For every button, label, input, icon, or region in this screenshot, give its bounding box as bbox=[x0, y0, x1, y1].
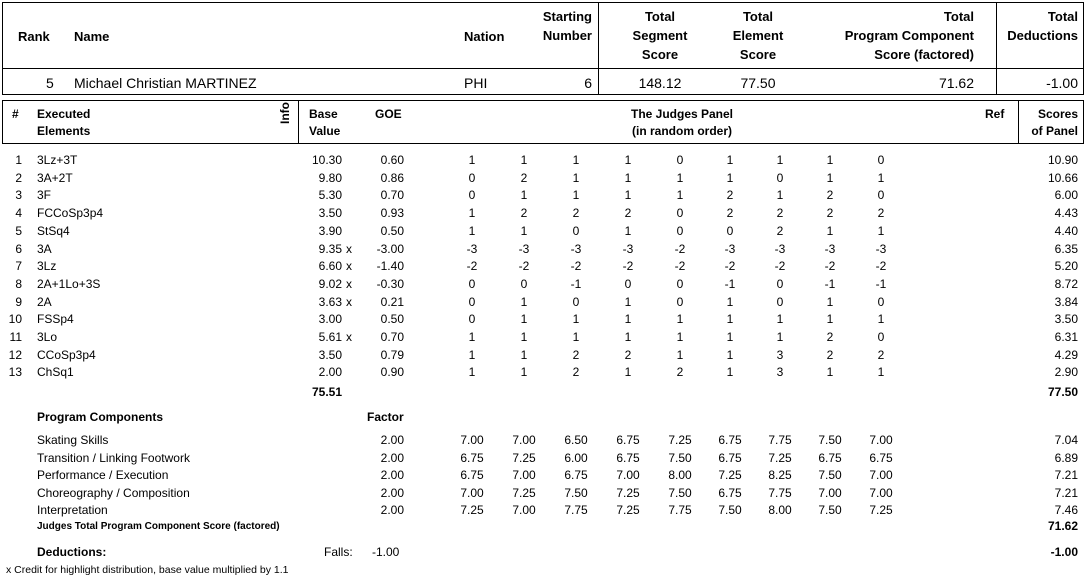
judge-score: 1 bbox=[776, 330, 784, 344]
judge-score: 1 bbox=[776, 153, 784, 167]
judge-score: -1 bbox=[824, 276, 836, 291]
judge-score: 2 bbox=[826, 347, 834, 362]
element-base-value: 9.02 bbox=[318, 276, 342, 291]
judge-score: -2 bbox=[466, 259, 478, 274]
element-base-value: 9.80 bbox=[318, 170, 342, 185]
goe-header: GOE bbox=[375, 107, 402, 121]
component-judge-score: 8.25 bbox=[768, 468, 792, 482]
element-goe: 0.50 bbox=[380, 223, 404, 238]
judge-score: 0 bbox=[468, 188, 476, 203]
judge-score: 1 bbox=[624, 188, 632, 203]
element-number: 4 bbox=[15, 206, 22, 221]
judge-score: 1 bbox=[624, 294, 632, 309]
header-vline-2 bbox=[996, 2, 997, 95]
header-divider bbox=[2, 68, 1084, 69]
judge-score: 0 bbox=[776, 170, 784, 185]
judge-score: 2 bbox=[826, 188, 834, 203]
judge-score: 2 bbox=[572, 206, 580, 221]
judge-score: -3 bbox=[774, 241, 786, 256]
component-judge-score: 7.50 bbox=[564, 485, 588, 500]
judge-score: 0 bbox=[572, 294, 580, 309]
judge-score: 1 bbox=[826, 223, 834, 238]
judge-score: 0 bbox=[877, 330, 885, 344]
judge-score: 0 bbox=[468, 312, 476, 327]
component-judge-score: 6.75 bbox=[818, 450, 842, 465]
tes-header: Total Element Score bbox=[732, 9, 784, 62]
judge-score: 1 bbox=[726, 153, 734, 167]
component-judge-score: 6.75 bbox=[718, 433, 742, 447]
pcs-total-label: Judges Total Program Component Score (factored) bbox=[37, 521, 280, 532]
skater-pcs: 71.62 bbox=[938, 75, 974, 91]
judge-score: 1 bbox=[520, 330, 528, 344]
judge-score: 0 bbox=[468, 170, 476, 185]
element-panel-score: 10.90 bbox=[1047, 153, 1078, 167]
element-panel-score: 3.50 bbox=[1054, 312, 1078, 327]
scores-of-panel-header: Scores of Panel bbox=[1031, 107, 1078, 138]
component-name: Interpretation bbox=[37, 503, 108, 517]
element-x-flag: x bbox=[346, 259, 352, 274]
element-goe: 0.50 bbox=[380, 312, 404, 327]
element-x-flag: x bbox=[346, 330, 352, 344]
component-judge-score: 8.00 bbox=[768, 503, 792, 517]
element-goe: -1.40 bbox=[376, 259, 404, 274]
element-x-flag: x bbox=[346, 294, 352, 309]
judge-score: -2 bbox=[875, 259, 887, 274]
judge-score: -2 bbox=[824, 259, 836, 274]
component-judge-score: 7.25 bbox=[512, 450, 536, 465]
component-judge-score: 7.00 bbox=[460, 485, 484, 500]
element-number: 3 bbox=[15, 188, 22, 203]
element-panel-score: 6.00 bbox=[1054, 188, 1078, 203]
judge-score: 1 bbox=[726, 365, 734, 380]
deductions-total: -1.00 bbox=[1050, 545, 1078, 559]
judge-score: 1 bbox=[826, 365, 834, 380]
component-judge-score: 7.00 bbox=[512, 503, 536, 517]
judge-score: 1 bbox=[520, 347, 528, 362]
judge-score: 1 bbox=[520, 312, 528, 327]
judge-score: 0 bbox=[676, 223, 684, 238]
element-number: 13 bbox=[8, 365, 22, 380]
judge-score: 1 bbox=[520, 365, 528, 380]
judge-score: 2 bbox=[877, 347, 885, 362]
element-goe: 0.70 bbox=[380, 330, 404, 344]
element-number: 5 bbox=[15, 223, 22, 238]
component-judge-score: 7.25 bbox=[616, 485, 640, 500]
component-judge-score: 7.25 bbox=[869, 503, 893, 517]
component-judge-score: 6.75 bbox=[460, 450, 484, 465]
component-judge-score: 7.25 bbox=[718, 468, 742, 482]
judge-score: 1 bbox=[826, 170, 834, 185]
header-vline-1 bbox=[598, 2, 599, 95]
element-panel-score: 5.20 bbox=[1054, 259, 1078, 274]
element-number: 12 bbox=[8, 347, 22, 362]
judge-score: 1 bbox=[572, 170, 580, 185]
component-judge-score: 7.50 bbox=[818, 503, 842, 517]
judge-score: 1 bbox=[826, 312, 834, 327]
component-judge-score: 6.75 bbox=[616, 450, 640, 465]
element-number: 6 bbox=[15, 241, 22, 256]
skater-nation: PHI bbox=[464, 75, 488, 91]
judge-score: 2 bbox=[826, 206, 834, 221]
element-code: 2A bbox=[37, 294, 52, 309]
judge-score: 1 bbox=[726, 294, 734, 309]
element-panel-score: 8.72 bbox=[1054, 276, 1078, 291]
element-number: 7 bbox=[15, 259, 22, 274]
element-base-value: 9.35 bbox=[318, 241, 342, 256]
component-judge-score: 7.00 bbox=[818, 485, 842, 500]
element-number: 11 bbox=[9, 330, 22, 344]
pcs-header: Total Program Component Score (factored) bbox=[844, 9, 974, 62]
component-judge-score: 7.50 bbox=[718, 503, 742, 517]
judge-score: 1 bbox=[726, 170, 734, 185]
judge-score: 1 bbox=[624, 153, 632, 167]
judge-score: 1 bbox=[624, 365, 632, 380]
element-x-flag: x bbox=[346, 241, 352, 256]
judge-score: -2 bbox=[774, 259, 786, 274]
component-judge-score: 7.00 bbox=[869, 468, 893, 482]
judge-score: 0 bbox=[776, 294, 784, 309]
component-judge-score: 6.75 bbox=[718, 485, 742, 500]
judge-score: -3 bbox=[875, 241, 887, 256]
judge-score: 0 bbox=[877, 188, 885, 203]
element-goe: 0.93 bbox=[380, 206, 404, 221]
ref-header: Ref bbox=[985, 107, 1005, 121]
judge-score: 2 bbox=[776, 223, 784, 238]
component-judge-score: 7.50 bbox=[818, 468, 842, 482]
deductions-header: Total Deductions bbox=[1007, 9, 1078, 43]
component-factor: 2.00 bbox=[380, 503, 404, 517]
judge-score: 1 bbox=[520, 223, 528, 238]
judge-score: 1 bbox=[726, 330, 734, 344]
judge-score: -1 bbox=[875, 276, 887, 291]
element-goe: 0.70 bbox=[380, 188, 404, 203]
element-goe: 0.90 bbox=[380, 365, 404, 380]
component-judge-score: 7.75 bbox=[768, 485, 792, 500]
element-panel-score: 2.90 bbox=[1054, 365, 1078, 380]
component-judge-score: 7.75 bbox=[768, 433, 792, 447]
deductions-label: Deductions: bbox=[37, 545, 107, 559]
falls-label: Falls: bbox=[324, 545, 353, 559]
judge-score: 1 bbox=[468, 206, 476, 221]
judge-score: 1 bbox=[520, 294, 528, 309]
element-panel-score: 4.29 bbox=[1054, 347, 1078, 362]
name-header: Name bbox=[74, 29, 110, 44]
element-base-value: 5.61 bbox=[318, 330, 342, 344]
judge-score: 0 bbox=[624, 276, 632, 291]
factor-header: Factor bbox=[367, 410, 404, 424]
judge-score: 1 bbox=[877, 170, 885, 185]
pcs-total-value: 71.62 bbox=[1047, 519, 1078, 533]
judge-score: 2 bbox=[726, 206, 734, 221]
program-components-label: Program Components bbox=[37, 410, 164, 424]
judge-score: 1 bbox=[468, 153, 476, 167]
component-judge-score: 7.00 bbox=[460, 433, 484, 447]
element-code: CCoSp3p4 bbox=[37, 347, 96, 362]
element-code: 3Lz+3T bbox=[37, 153, 78, 167]
element-x-flag: x bbox=[346, 276, 352, 291]
element-base-value: 5.30 bbox=[318, 188, 342, 203]
judge-score: 2 bbox=[776, 206, 784, 221]
base-value-total: 75.51 bbox=[311, 385, 342, 399]
component-judge-score: 7.25 bbox=[668, 433, 692, 447]
judge-score: 1 bbox=[624, 312, 632, 327]
component-factor: 2.00 bbox=[380, 468, 404, 482]
element-code: 3Lz bbox=[37, 259, 57, 274]
element-code: 3Lo bbox=[37, 330, 58, 344]
judge-score: 0 bbox=[468, 294, 476, 309]
judge-score: 1 bbox=[676, 347, 684, 362]
judge-score: 0 bbox=[676, 276, 684, 291]
base-value-header: Base Value bbox=[309, 107, 341, 138]
component-score: 7.46 bbox=[1054, 503, 1078, 517]
element-number: 9 bbox=[15, 294, 22, 309]
component-judge-score: 7.00 bbox=[869, 485, 893, 500]
judge-score: -2 bbox=[570, 259, 582, 274]
judge-score: 1 bbox=[468, 365, 476, 380]
element-code: 2A+1Lo+3S bbox=[37, 276, 101, 291]
judge-score: 2 bbox=[826, 330, 834, 344]
judge-score: 1 bbox=[624, 170, 632, 185]
judge-score: 1 bbox=[624, 223, 632, 238]
element-panel-score: 6.35 bbox=[1054, 241, 1078, 256]
tss-header: Total Segment Score bbox=[632, 9, 688, 62]
component-judge-score: 6.75 bbox=[718, 450, 742, 465]
element-number: 1 bbox=[15, 153, 22, 167]
judge-score: 1 bbox=[776, 188, 784, 203]
judge-score: 1 bbox=[726, 312, 734, 327]
component-judge-score: 6.75 bbox=[564, 468, 588, 482]
judge-score: 1 bbox=[676, 170, 684, 185]
judge-score: -1 bbox=[570, 276, 582, 291]
skater-rank: 5 bbox=[46, 75, 54, 91]
element-base-value: 3.50 bbox=[318, 347, 342, 362]
judge-score: 1 bbox=[468, 223, 476, 238]
component-judge-score: 7.25 bbox=[512, 485, 536, 500]
judge-score: 1 bbox=[826, 294, 834, 309]
judge-score: 1 bbox=[877, 223, 885, 238]
component-factor: 2.00 bbox=[380, 450, 404, 465]
element-number: 2 bbox=[15, 170, 22, 185]
component-name: Transition / Linking Footwork bbox=[37, 450, 190, 465]
skater-name: Michael Christian MARTINEZ bbox=[74, 75, 257, 91]
judge-score: -3 bbox=[724, 241, 736, 256]
element-code: ChSq1 bbox=[37, 365, 74, 380]
judge-score: 1 bbox=[826, 153, 834, 167]
tes-total: 77.50 bbox=[1047, 385, 1078, 399]
judge-score: 1 bbox=[572, 188, 580, 203]
judge-score: 1 bbox=[468, 330, 476, 344]
component-judge-score: 7.75 bbox=[668, 503, 692, 517]
element-goe: 0.86 bbox=[380, 170, 404, 185]
judge-score: -3 bbox=[466, 241, 478, 256]
element-base-value: 3.63 bbox=[318, 294, 342, 309]
judge-score: 2 bbox=[877, 206, 885, 221]
component-name: Skating Skills bbox=[37, 433, 109, 447]
judge-score: 2 bbox=[624, 206, 632, 221]
judge-score: -3 bbox=[570, 241, 582, 256]
component-judge-score: 7.00 bbox=[616, 468, 640, 482]
component-judge-score: 7.00 bbox=[869, 433, 893, 447]
judge-score: 1 bbox=[676, 312, 684, 327]
element-panel-score: 4.40 bbox=[1054, 223, 1078, 238]
component-judge-score: 7.50 bbox=[818, 433, 842, 447]
judge-score: -1 bbox=[724, 276, 736, 291]
skater-tss: 148.12 bbox=[638, 75, 682, 91]
judges-panel-header: The Judges Panel (in random order) bbox=[630, 107, 734, 138]
judge-score: 1 bbox=[572, 312, 580, 327]
judge-score: 1 bbox=[676, 330, 684, 344]
element-number: 10 bbox=[8, 312, 22, 327]
judge-score: 3 bbox=[776, 365, 784, 380]
judge-score: -2 bbox=[622, 259, 634, 274]
component-judge-score: 6.75 bbox=[869, 450, 893, 465]
component-name: Performance / Execution bbox=[37, 468, 169, 482]
elements-header-frame bbox=[2, 100, 1084, 144]
judge-score: 1 bbox=[877, 365, 885, 380]
element-goe: -0.30 bbox=[376, 276, 404, 291]
rank-header: Rank bbox=[18, 29, 50, 44]
judge-score: 1 bbox=[726, 347, 734, 362]
element-code: FCCoSp3p4 bbox=[37, 206, 104, 221]
skater-deductions: -1.00 bbox=[1046, 75, 1078, 91]
component-name: Choreography / Composition bbox=[37, 485, 190, 500]
judge-score: 2 bbox=[676, 365, 684, 380]
element-goe: 0.60 bbox=[380, 153, 404, 167]
element-panel-score: 10.66 bbox=[1047, 170, 1078, 185]
judge-score: 1 bbox=[572, 153, 580, 167]
info-header: Info bbox=[278, 102, 292, 124]
skater-tes: 77.50 bbox=[740, 75, 776, 91]
elements-header-vline-2 bbox=[1018, 100, 1019, 144]
judge-score: 0 bbox=[676, 153, 684, 167]
component-judge-score: 7.75 bbox=[564, 503, 588, 517]
judge-score: 1 bbox=[572, 330, 580, 344]
judge-score: 0 bbox=[572, 223, 580, 238]
judge-score: -3 bbox=[824, 241, 836, 256]
judge-score: 1 bbox=[468, 347, 476, 362]
element-goe: 0.79 bbox=[380, 347, 404, 362]
element-base-value: 3.90 bbox=[318, 223, 342, 238]
component-score: 7.04 bbox=[1054, 433, 1078, 447]
component-judge-score: 7.50 bbox=[668, 450, 692, 465]
elements-header-vline-1 bbox=[298, 100, 299, 144]
judge-score: 0 bbox=[468, 276, 476, 291]
judge-score: -2 bbox=[724, 259, 736, 274]
judge-score: 0 bbox=[877, 153, 885, 167]
element-base-value: 6.60 bbox=[318, 259, 342, 274]
element-code: 3A bbox=[37, 241, 52, 256]
element-goe: -3.00 bbox=[376, 241, 404, 256]
element-code: FSSp4 bbox=[37, 312, 74, 327]
judge-score: 1 bbox=[676, 188, 684, 203]
element-code: StSq4 bbox=[37, 223, 70, 238]
judge-score: 1 bbox=[776, 312, 784, 327]
judge-score: 2 bbox=[726, 188, 734, 203]
component-judge-score: 7.25 bbox=[768, 450, 792, 465]
element-number: 8 bbox=[15, 276, 22, 291]
component-judge-score: 6.00 bbox=[564, 450, 588, 465]
component-judge-score: 6.75 bbox=[616, 433, 640, 447]
judge-score: 1 bbox=[624, 330, 632, 344]
component-judge-score: 7.25 bbox=[616, 503, 640, 517]
judge-score: -2 bbox=[674, 241, 686, 256]
element-base-value: 2.00 bbox=[318, 365, 342, 380]
judge-score: 1 bbox=[520, 153, 528, 167]
component-judge-score: 6.75 bbox=[460, 468, 484, 482]
falls-value: -1.00 bbox=[372, 545, 400, 559]
element-base-value: 10.30 bbox=[311, 153, 342, 167]
judge-score: 0 bbox=[776, 276, 784, 291]
judge-score: 0 bbox=[520, 276, 528, 291]
judge-score: 0 bbox=[726, 223, 734, 238]
component-judge-score: 7.00 bbox=[512, 433, 536, 447]
judge-score: 2 bbox=[624, 347, 632, 362]
judge-score: -3 bbox=[622, 241, 634, 256]
judge-score: 0 bbox=[676, 206, 684, 221]
component-score: 6.89 bbox=[1054, 450, 1078, 465]
component-judge-score: 8.00 bbox=[668, 468, 692, 482]
starting-number-header: Starting Number bbox=[542, 9, 592, 43]
component-score: 7.21 bbox=[1054, 485, 1078, 500]
executed-elements-header: Executed Elements bbox=[37, 107, 91, 138]
component-score: 7.21 bbox=[1054, 468, 1078, 482]
nation-header: Nation bbox=[464, 29, 505, 44]
element-base-value: 3.00 bbox=[318, 312, 342, 327]
judge-score: -2 bbox=[674, 259, 686, 274]
component-judge-score: 7.50 bbox=[668, 485, 692, 500]
element-base-value: 3.50 bbox=[318, 206, 342, 221]
footnote: x Credit for highlight distribution, base value multiplied by 1.1 bbox=[6, 564, 289, 576]
judge-score: 1 bbox=[877, 312, 885, 327]
judge-score: 0 bbox=[877, 294, 885, 309]
num-header: # bbox=[12, 107, 19, 121]
component-judge-score: 6.50 bbox=[564, 433, 588, 447]
judge-score: 3 bbox=[776, 347, 784, 362]
skater-starting-number: 6 bbox=[584, 75, 592, 91]
judge-score: 2 bbox=[520, 206, 528, 221]
judge-score: 2 bbox=[520, 170, 528, 185]
component-judge-score: 7.00 bbox=[512, 468, 536, 482]
judge-score: 2 bbox=[572, 365, 580, 380]
judge-score: 0 bbox=[676, 294, 684, 309]
component-factor: 2.00 bbox=[380, 485, 404, 500]
element-panel-score: 4.43 bbox=[1054, 206, 1078, 221]
element-goe: 0.21 bbox=[380, 294, 404, 309]
element-panel-score: 3.84 bbox=[1054, 294, 1078, 309]
element-code: 3F bbox=[37, 188, 52, 203]
judge-score: 1 bbox=[520, 188, 528, 203]
component-factor: 2.00 bbox=[380, 433, 404, 447]
component-judge-score: 7.25 bbox=[460, 503, 484, 517]
judge-score: 2 bbox=[572, 347, 580, 362]
element-code: 3A+2T bbox=[37, 170, 73, 185]
judge-score: -2 bbox=[518, 259, 530, 274]
element-panel-score: 6.31 bbox=[1054, 330, 1078, 344]
judge-score: -3 bbox=[518, 241, 530, 256]
